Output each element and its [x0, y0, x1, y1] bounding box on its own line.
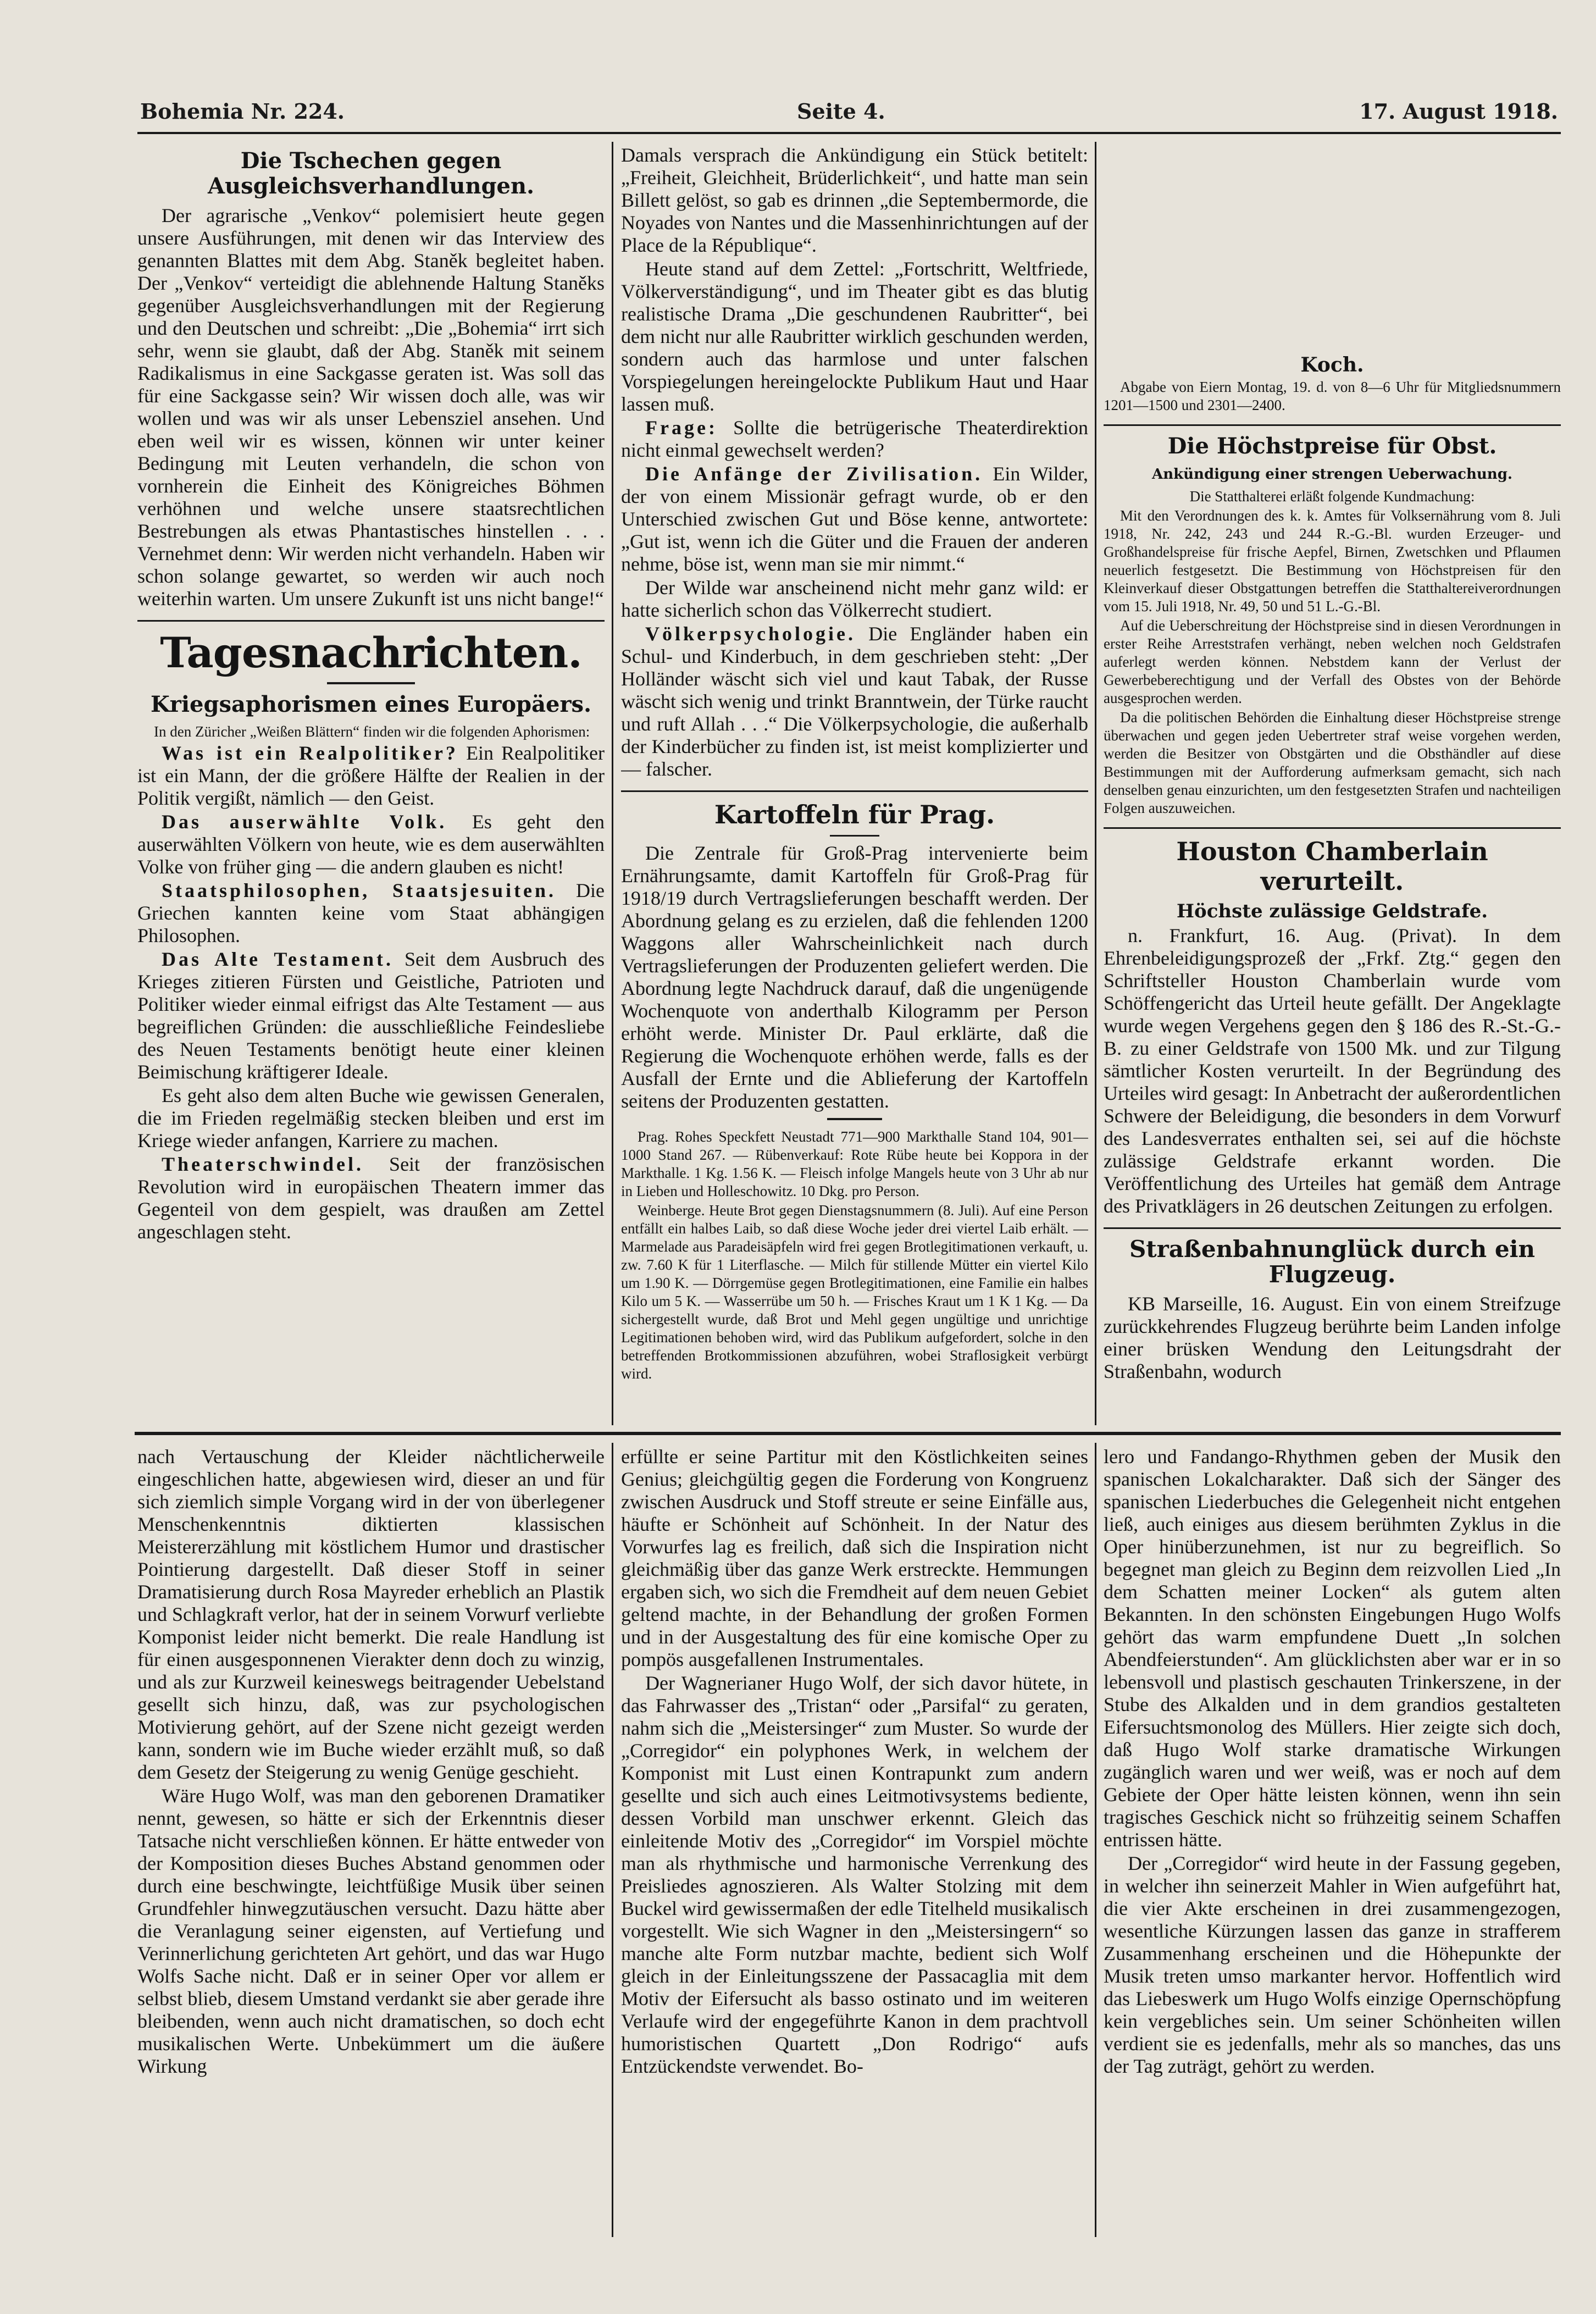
- feuilleton-paragraph: Der Wagnerianer Hugo Wolf, der sich davor hütete, in das Fahrwasser des „Tristan“ oder „Parsifal“ zu geraten, nahm sich die „Meistersinger“ zum Muster. So wurde der „Corregidor“ ein polyphones Werk, in welchem der Komponist mit Lust einen Kontrapunkt zum andern gesellte und sich auch eines Leitmotivsystems bediente, dessen Vorbild man unschwer erkennt. Gleich das einleitende Motiv des „Corregidor“ im Vorspiel möchte man als rhythmische und harmonische Verrenkung des Preisliedes agnoszieren. Als Walter Stolzing mit dem Buckel wird gewissermaßen der edle Titelheld musikalisch vorgestellt. Wie sich Wagner in den „Meistersingern“ so manche alte Form nutzbar machte, bedient sich Wolf gleich in der Einleitungsszene der Passacaglia mit dem Motiv der Eifersucht als basso ostinato und im weiteren Verlaufe wird der engegeführte Kanon in dem prachtvoll humoristischen Quartett „Don Rodrigo“ aufs Entzückendste verwendet. Bo-: [621, 1672, 1088, 2077]
- notice-continuation-space: [1104, 144, 1561, 353]
- aphorism-keyword: Theaterschwindel.: [162, 1153, 364, 1175]
- column-divider: [1095, 142, 1096, 1425]
- notice-prague: Prag. Rohes Speckfett Neustadt 771—900 Markthalle Stand 104, 901—1000 Stand 267. — Rübenverkauf: Rote Rübe heute bei Koppora in der Markthalle. 1 Kg. 1.56 K. — Fleisch infolge Mangels heute von 3 Uhr ab nur in Lieben und Holleschowitz. 10 Dkg. pro Person.: [621, 1128, 1088, 1199]
- aphorism-keyword: Was ist ein Realpolitiker?: [162, 742, 459, 764]
- aphorism-text: Ein Realpolitiker ist ein Mann, der die größere Hälfte der Realien in der Politik vergißt, nämlich — den Geist.: [137, 742, 605, 809]
- aphorism-text: Es geht den auserwählten Völkern von heute, wie es dem auserwählten Volke von früher ging — die andern glauben es nicht!: [137, 811, 605, 878]
- article-paragraph: Der agrarische „Venkov“ polemisiert heute gegen unsere Ausführungen, mit denen wir das Interview des genannten Blattes mit dem Abg. Staněk begleitet haben. Der „Venkov“ verteidigt die ablehnende Haltung Staněks gegenüber Ausgleichsverhandlungen mit der Regierung und den Deutschen und schreibt: „Die „Bohemia“ irrt sich sehr, wenn sie glaubt, daß der Abg. Staněk mit seinem Radikalismus in eine Sackgasse geraten ist. Was soll das für eine Sackgasse sein? Wir wissen doch alle, was wir wollen und was wir als unser Lebensziel ansehen. Und eben weil wir es wissen, können wir unter keiner Bedingung mit Leuten verhandeln, die schon von vornherein die Einheit des Königreiches Böhmen verhöhnen und welche unsere staatsrechtlichen Bestrebungen als etwas Phantastisches hinstellen . . . Vernehmet denn: Wir werden nicht verhandeln. Haben wir schon solange gewartet, so werden wir auch noch weiterhin warten. Um unsere Zukunft ist uns nicht bange!“: [137, 204, 605, 610]
- section-rule: [1104, 424, 1561, 426]
- aphorism-keyword: Völkerpsychologie.: [645, 623, 856, 645]
- feuilleton-column-1: [137, 1446, 605, 2237]
- article-paragraph: Auf die Ueberschreitung der Höchstpreise sind in diesen Verordnungen in erster Reihe Arreststrafen verhängt, neben welchen noch Geldstrafen auferlegt werden können. Nebstdem kann der Verlust der Gewerbeberechtigung und der Verfall des Obstes von der Behörde ausgesprochen werden.: [1104, 617, 1561, 706]
- aphorism-keyword: Staatsphilosophen, Staatsjesuiten.: [162, 879, 557, 901]
- article-paragraph: Heute stand auf dem Zettel: „Fortschritt, Weltfriede, Völkerverständigung“, und im Theater gibt es das blutig realistische Drama „Die geschundenen Raubritter“, bei dem nicht nur alle Raubritter wirklich geschunden werden, sondern auch das harmlose und unter falschen Vorspiegelungen hereingelockte Publikum Haut und Haar lassen muß.: [621, 258, 1088, 415]
- article-headline: Kriegsaphorismen eines Europäers.: [151, 691, 591, 717]
- aphorism-keyword: Die Anfänge der Zivilisation.: [645, 463, 983, 485]
- feuilleton-column-3: [1104, 1446, 1561, 2237]
- aphorism-keyword: Das Alte Testament.: [162, 948, 394, 970]
- section-rule: [621, 790, 1088, 792]
- notice-weinberge: Weinberge. Heute Brot gegen Dienstagsnummern (8. Juli). Auf eine Person entfällt ein halbes Laib, so daß diese Woche jeder drei viertel Laib erhält. — Marmelade aus Paradeisäpfeln wird frei gegen Brotlegitimationen verkauft, u. zw. 7.60 K für 1 Literflasche. — Milch für stillende Mütter ein viertel Kilo um 1.90 K. — Dörrgemüse gegen Brotlegitimationen, eine Familie ein halbes Kilo um 5 K. — Wasserrübe um 50 h. — Frisches Kraut um 1 K 1 Kg. — Da sichergestellt wurde, daß Brot und Mehl gegen ungültige und unrichtige Legitimationen behoben wird, wird das Publikum aufgefordert, solche in den betreffenden Brotkommissionen abzuführen, wobei Straflosigkeit verbürgt wird.: [621, 1202, 1088, 1382]
- aphorism: Es geht also dem alten Buche wie gewissen Generalen, die im Frieden regelmäßig stecken bleiben und erst im Kriege wieder anfangen, Karriere zu machen.: [137, 1084, 605, 1152]
- article-paragraph: [621, 623, 1088, 780]
- aphorism-text: Sollte die betrügerische Theaterdirektion nicht einmal gewechselt werden?: [621, 417, 1088, 461]
- column-3: [1104, 144, 1561, 1427]
- column-1: [137, 144, 605, 1427]
- aphorism-text: Seit dem Ausbruch des Krieges zitieren Fürsten und Geistliche, Patrioten und Politiker wieder einmal eifrigst das Alte Testament — aus begreiflichen Gründen: die ausschließliche Feindesliebe des Neuen Testaments benötigt heute einer kleinen Beimischung kräftigerer Ideale.: [137, 948, 605, 1083]
- section-title: Tagesnachrichten.: [160, 628, 582, 677]
- notice-text: Abgabe von Eiern Montag, 19. d. von 8—6 Uhr für Mitgliedsnummern 1201—1500 und 2301—2400.: [1104, 379, 1561, 413]
- section-rule: [327, 682, 415, 684]
- article-paragraph: n. Frankfurt, 16. Aug. (Privat). In dem Ehrenbeleidigungsprozeß der „Frkf. Ztg.“ gegen den Schriftsteller Houston Chamberlain wurde vom Schöffengericht das Urteil heute gefällt. Der Angeklagte wurde wegen Vergehens gegen den § 186 des R.-St.-G.-B. zu einer Geldstrafe von 1500 Mk. und zur Tilgung sämtlicher Kosten verurteilt. In der Begründung des Urteiles wird gesagt: In Anbetracht der außerordentlichen Schwere der Beleidigung, die besonders in dem Vorwurf des Landesverrates enthalten sei, sei auf die höchste zulässige Geldstrafe erkannt worden. Die Veröffentlichung des Urteiles hat gemäß dem Antrage des Privatklägers in 26 deutschen Zeitungen zu erfolgen.: [1104, 925, 1561, 1217]
- article-paragraph: Der Wilde war anscheinend nicht mehr ganz wild: er hatte sicherlich schon das Völkerrecht studiert.: [621, 577, 1088, 621]
- notice-heading: Koch.: [1300, 353, 1364, 377]
- section-rule: [830, 835, 879, 837]
- page-number: Seite 4.: [797, 99, 885, 124]
- feuilleton-paragraph: Der „Corregidor“ wird heute in der Fassung gegeben, in welcher ihn seinerzeit Mahler in Wien aufgeführt hat, die vier Akte erscheinen in drei zusammengezogen, wesentliche Kürzungen lassen das ganze in strafferem Zusammenhang erscheinen und die Höhepunkte der Musik treten umso markanter hervor. Hoffentlich wird das Liebeswerk um Hugo Wolfs einzige Opernschöpfung kein vergebliches sein. Um seiner Schönheiten willen verdient sie es jedenfalls, mehr als so manches, das uns der Tag zuträgt, gehört zu werden.: [1104, 1852, 1561, 2077]
- article-subheadline: Höchste zulässige Geldstrafe.: [1176, 900, 1488, 922]
- aphorism-keyword: Das auserwählte Volk.: [162, 811, 447, 833]
- feuilleton-paragraph: erfüllte er seine Partitur mit den Köstlichkeiten seines Genius; gleichgültig gegen die Forderung von Kongruenz zwischen Ausdruck und Stoff streute er seine Einfälle aus, häufte er Schönheit auf Schönheit. In der Natur des Vorwurfes lag es freilich, daß sich die Inspiration nicht gleichmäßig über das ganze Werk erstreckte. Hemmungen ergaben sich, wo sich die Fremdheit auf dem neuen Gebiet geltend machte, in der Behandlung der großen Formen und in der Ausgestaltung des für eine komische Oper zu pompös ausgefallenen Instrumentales.: [621, 1446, 1088, 1670]
- aphorism: [137, 879, 605, 947]
- article-headline: Straßenbahnunglück durch ein Flugzeug.: [1129, 1236, 1536, 1288]
- column-divider: [612, 1443, 613, 2237]
- article-paragraph: Damals versprach die Ankündigung ein Stück betitelt: „Freiheit, Gleichheit, Brüderlichkeit“, und hatte man sein Billett gelöst, so gab es drinnen „die Septembermorde, die Noyades von Nantes und die Massenhinrichtungen auf der Place de la République“.: [621, 144, 1088, 256]
- notice-koch: [1104, 378, 1561, 414]
- feuilleton-rule: [135, 1432, 1561, 1435]
- article-paragraph: [621, 463, 1088, 575]
- aphorism-text: Die Engländer haben ein Schul- und Kinderbuch, in dem geschrieben steht: „Der Holländer wäscht sich viel und kaut Tabak, der Russe wäscht sich wenig und trinkt Branntwein, der Türke raucht und ruft Allah . . .“ Die Völkerpsychologie, die außerhalb der Kinderbücher zu finden ist, ist meist komplizierter und — falscher.: [621, 623, 1088, 780]
- article-headline: Die Tschechen gegen Ausgleichsverhandlungen.: [207, 148, 534, 199]
- aphorism-text: Ein Wilder, der von einem Missionär gefragt wurde, ob er den Unterschied zwischen Gut und Böse kenne, antwortete: „Gut ist, wenn ich die Güter und die Frauen der anderen nehme, böse ist, wenn man sie mir nimmt.“: [621, 463, 1088, 575]
- feuilleton-paragraph: nach Vertauschung der Kleider nächtlicherweile eingeschlichen hatte, abgewiesen wird, dieser an und für sich ziemlich simple Vorgang wird in der von überlegener Menschenkenntnis diktierten klassischen Meistererzählung mit köstlichem Humor und drastischer Pointierung dargestellt. Daß dieser Stoff in seiner Dramatisierung durch Rosa Mayreder erheblich an Plastik und Schlagkraft verlor, hat der in seinem Vorwurf verliebte Komponist leider nicht bemerkt. Die reale Handlung ist für einen ausgesponnenen Vierakter denn doch zu winzig, und als zur Kurzweil keineswegs beitragender Uebelstand gesellt sich hinzu, daß, was zur psychologischen Motivierung gehört, auf der Szene nicht gezeigt werden kann, sondern wie im Buche wieder erzählt muß, so daß dem Gesetz der Steigerung zu wenig Genüge geschieht.: [137, 1446, 605, 1783]
- column-divider: [612, 142, 613, 1425]
- article-paragraph: Die Zentrale für Groß-Prag intervenierte beim Ernährungsamte, damit Kartoffeln für Groß-Prag für 1918/19 durch Vertragslieferungen beschafft werden. Der Abordnung gelang es zu erzielen, daß die fehlenden 1200 Waggons aller Wahrscheinlichkeit nach durch Vertragslieferungen der Produzenten geliefert werden. Die Abordnung legte Nachdruck darauf, daß die ungenügende Wochenquote von anderthalb Kilogramm per Person erhöht werde. Minister Dr. Paul erklärte, daß die Regierung die Wochenquote erhöhen werde, falls es der Ausfall der Ernte und die Ablieferung der Kartoffeln seitens der Produzenten gestatten.: [621, 842, 1088, 1112]
- page-header: [140, 92, 1558, 131]
- local-notices: [621, 1128, 1088, 1383]
- aphorism: [137, 811, 605, 878]
- aphorism-keyword: Frage:: [645, 417, 718, 439]
- issue-number: Bohemia Nr. 224.: [140, 99, 345, 124]
- section-rule: [1104, 827, 1561, 829]
- issue-date: 17. August 1918.: [1359, 99, 1558, 124]
- article-paragraph: KB Marseille, 16. August. Ein von einem Streifzuge zurückkehrendes Flugzeug berührte beim Landen infolge einer brüsken Wendung den Leitungsdraht der Straßenbahn, wodurch: [1104, 1293, 1561, 1382]
- feuilleton-paragraph: Wäre Hugo Wolf, was man den geborenen Dramatiker nennt, gewesen, so hätte er sich der Erkenntnis dieser Tatsache nicht verschließen können. Er hätte entweder von der Komposition dieses Buches Abstand genommen oder durch eine beschwingte, leichtfüßige Musik über seinen Grundfehler hinwegzutäuschen versucht. Dazu hätte aber die Veranlagung seiner eigensten, auf Vertiefung und Verinnerlichung gerichteten Art gehört, und das war Hugo Wolfs Sache nicht. Daß er in seiner Oper vor allem er selbst blieb, diesem Umstand verdankt sie aber gerade ihre bleibenden, wenn auch nicht dramatischen, so doch echt musikalischen Werte. Unbekümmert um die äußere Wirkung: [137, 1785, 605, 2077]
- article-paragraph: Mit den Verordnungen des k. k. Amtes für Volksernährung vom 8. Juli 1918, Nr. 242, 243 und 244 R.-G.-Bl. wurden Erzeuger- und Großhandelspreise für frische Aepfel, Birnen, Zwetschken und Pflaumen neuerlich festgesetzt. Die Bestimmung von Höchstpreisen für den Kleinverkauf dieser Obstgattungen betreffen die Statthaltereiverordnungen vom 15. Juli 1918, Nr. 49, 50 und 51 L.-G.-Bl.: [1104, 507, 1561, 615]
- article-headline: Houston Chamberlain verurteilt.: [1176, 837, 1488, 896]
- article-paragraph: [621, 417, 1088, 462]
- article-headline: Kartoffeln für Prag.: [714, 800, 995, 829]
- column-divider: [1095, 1443, 1096, 2237]
- aphorism-text: Seit der französischen Revolution wird in europäischen Theatern immer das Gegenteil von dem gespielt, was draußen am Zettel angeschlagen steht.: [137, 1153, 605, 1243]
- section-rule: [827, 1118, 882, 1120]
- intro-text: In den Züricher „Weißen Blättern“ finden wir die folgenden Aphorismen:: [154, 723, 590, 740]
- article-headline: Die Höchstpreise für Obst.: [1167, 433, 1497, 459]
- intro-text: Die Statthalterei erläßt folgende Kundmachung:: [1189, 488, 1475, 505]
- article-paragraph: Da die politischen Behörden die Einhaltung dieser Höchstpreise strenge überwachen und gegen jeden Uebertreter straf weise vorgehen werden, werden die Besitzer von Obstgärten und die Obsthändler auf diese Bestimmungen mit der Aufforderung aufmerksam gemacht, sich nach denselben genau einzurichten, um den festgesetzten Strafen und nachteiligen Folgen auszuweichen.: [1104, 709, 1561, 816]
- section-rule: [1104, 1227, 1561, 1229]
- feuilleton-column-2: [621, 1446, 1088, 2237]
- aphorism: [137, 1153, 605, 1243]
- column-2: [621, 144, 1088, 1427]
- article-subheadline: Ankündigung einer strengen Ueberwachung.: [1152, 466, 1512, 483]
- aphorism: [137, 742, 605, 810]
- article-body-small: [1104, 488, 1561, 817]
- header-rule: [137, 132, 1561, 134]
- aphorism-text: Die Griechen kannten keine vom Staat abhängigen Philosophen.: [137, 879, 605, 946]
- feuilleton-paragraph: lero und Fandango-Rhythmen geben der Musik den spanischen Lokalcharakter. Daß sich der Sänger des spanischen Liederbuches die Gelegenheit nicht entgehen ließ, auch einiges aus diesem berühmten Zyklus in die Oper hinüberzunehmen, ist nur zu begreiflich. So begegnet man gleich zu Beginn dem reizvollen Lied „In dem Schatten meiner Locken“ als gutem alten Bekannten. In den schönsten Eingebungen Hugo Wolfs gehört das warm empfundene Duett „In solchen Abendfeierstunden“. Am glücklichsten aber war er in so lebensvoll und plastisch geschauten Trinkerszene, in der Stube des Alkalden und in dem grandios gestalteten Eifersuchtsmonolog des Müllers. Hier zeigte sich doch, daß Hugo Wolf starke dramatische Wirkungen zugänglich waren und wer weiß, was er noch auf dem Gebiete der Oper hätte leisten können, wenn ihn sein tragisches Geschick nicht so frühzeitig seinem Schaffen entrissen hätte.: [1104, 1446, 1561, 1851]
- aphorism: [137, 948, 605, 1083]
- article-intro: [137, 723, 605, 741]
- section-rule: [137, 620, 605, 622]
